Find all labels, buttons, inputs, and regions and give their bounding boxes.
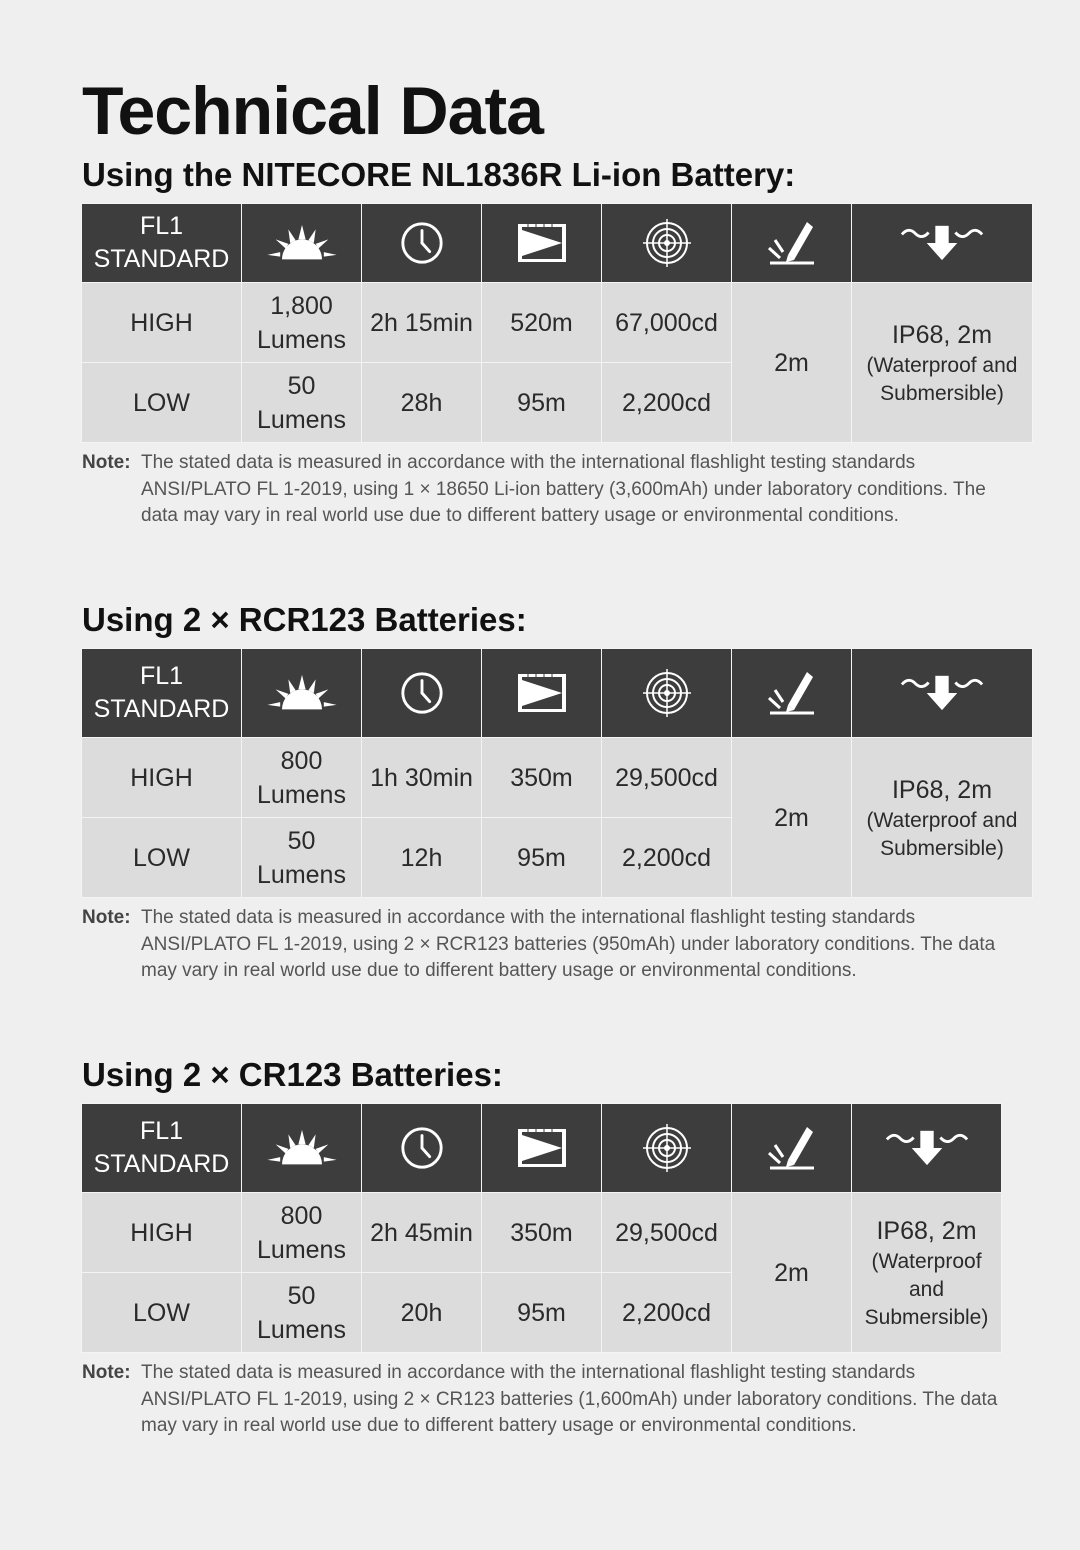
- fl1-label: FL1: [139, 212, 184, 240]
- clock-icon: [399, 1125, 445, 1171]
- lumens-unit: Lumens: [257, 860, 346, 889]
- runtime-cell: 2h 45min: [362, 1193, 482, 1273]
- note-text: The stated data is measured in accordance with the international flashlight testing standards ANSI/PLATO FL 1-2019, using 2 × CR123 batteries (1,600mAh) under laboratory conditions. The data may vary in real world use due to different battery usage or environmental conditions.: [141, 1362, 998, 1436]
- distance-column-header: [482, 204, 602, 283]
- sun-rays-icon: [265, 673, 339, 713]
- lumens-value: 1,800: [270, 291, 333, 320]
- lumens-value: 50: [287, 1281, 316, 1310]
- beam-distance-icon: [516, 671, 568, 715]
- impact-cell: 2m: [732, 1193, 852, 1353]
- runtime-column-header: [362, 1104, 482, 1193]
- intensity-column-header: [602, 1104, 732, 1193]
- runtime-cell: 28h: [362, 363, 482, 443]
- impact-cell: 2m: [732, 738, 852, 898]
- brightness-column-header: [242, 204, 362, 283]
- intensity-cell: 2,200cd: [602, 1273, 732, 1353]
- intensity-column-header: [602, 204, 732, 283]
- lumens-unit: Lumens: [257, 780, 346, 809]
- mode-cell: HIGH: [82, 738, 242, 818]
- impact-column-header: [732, 649, 852, 738]
- lumens-unit: Lumens: [257, 1315, 346, 1344]
- impact-cell: 2m: [732, 283, 852, 443]
- spec-table: [81, 1103, 1002, 1353]
- table-header-row: [82, 649, 1033, 738]
- waterproof-icon: [899, 222, 985, 264]
- table-row: [82, 738, 1033, 818]
- mode-column-header: [82, 1104, 242, 1193]
- note: [82, 905, 1002, 985]
- lumens-unit: Lumens: [257, 325, 346, 354]
- runtime-cell: 12h: [362, 818, 482, 898]
- intensity-cell: 67,000cd: [602, 283, 732, 363]
- lumens-value: 50: [287, 371, 316, 400]
- runtime-column-header: [362, 204, 482, 283]
- fl1-label: FL1: [139, 1117, 184, 1145]
- waterproof-cell: [852, 1193, 1002, 1353]
- distance-column-header: [482, 649, 602, 738]
- lumens-cell: [242, 1273, 362, 1353]
- standard-label: STANDARD: [93, 245, 230, 273]
- spec-table: [81, 203, 1033, 443]
- target-intensity-icon: [642, 218, 692, 268]
- note-label: Note:: [82, 907, 131, 928]
- standard-label: STANDARD: [93, 695, 230, 723]
- clock-icon: [399, 670, 445, 716]
- impact-resistance-icon: [767, 670, 817, 716]
- mode-cell: LOW: [82, 363, 242, 443]
- waterproof-cell: [852, 283, 1033, 443]
- ip-rating: IP68, 2m: [891, 320, 993, 349]
- runtime-column-header: [362, 649, 482, 738]
- runtime-cell: 20h: [362, 1273, 482, 1353]
- distance-cell: 520m: [482, 283, 602, 363]
- waterproof-column-header: [852, 1104, 1002, 1193]
- lumens-unit: Lumens: [257, 405, 346, 434]
- lumens-value: 50: [287, 826, 316, 855]
- clock-icon: [399, 220, 445, 266]
- lumens-cell: [242, 283, 362, 363]
- section-title: Using 2 × CR123 Batteries:: [82, 1056, 503, 1093]
- distance-cell: 95m: [482, 1273, 602, 1353]
- note-label: Note:: [82, 452, 131, 473]
- fl1-label: FL1: [139, 662, 184, 690]
- table-header-row: [82, 1104, 1002, 1193]
- distance-cell: 350m: [482, 738, 602, 818]
- impact-column-header: [732, 1104, 852, 1193]
- table-header-row: [82, 204, 1033, 283]
- mode-column-header: [82, 204, 242, 283]
- lumens-cell: [242, 738, 362, 818]
- beam-distance-icon: [516, 221, 568, 265]
- intensity-column-header: [602, 649, 732, 738]
- waterproof-column-header: [852, 204, 1033, 283]
- ip-note: (Waterproof and Submersible): [864, 1249, 989, 1329]
- ip-note: (Waterproof and Submersible): [866, 808, 1018, 860]
- distance-cell: 95m: [482, 818, 602, 898]
- mode-cell: LOW: [82, 1273, 242, 1353]
- waterproof-icon: [884, 1127, 970, 1169]
- note: [82, 450, 1002, 530]
- note: [82, 1360, 1002, 1440]
- distance-cell: 95m: [482, 363, 602, 443]
- lumens-cell: [242, 363, 362, 443]
- page-title: Technical Data: [82, 73, 543, 149]
- sun-rays-icon: [265, 223, 339, 263]
- table-row: [82, 283, 1033, 363]
- ip-note: (Waterproof and Submersible): [866, 353, 1018, 405]
- distance-column-header: [482, 1104, 602, 1193]
- table-row: [82, 1193, 1002, 1273]
- standard-label: STANDARD: [93, 1150, 230, 1178]
- mode-cell: HIGH: [82, 1193, 242, 1273]
- impact-resistance-icon: [767, 1125, 817, 1171]
- waterproof-cell: [852, 738, 1033, 898]
- note-text: The stated data is measured in accordance with the international flashlight testing standards ANSI/PLATO FL 1-2019, using 1 × 18650 Li-ion battery (3,600mAh) under laboratory conditions. The data may vary in real world use due to different battery usage or environmental conditions.: [141, 452, 986, 526]
- target-intensity-icon: [642, 1123, 692, 1173]
- runtime-cell: 2h 15min: [362, 283, 482, 363]
- runtime-cell: 1h 30min: [362, 738, 482, 818]
- mode-cell: LOW: [82, 818, 242, 898]
- distance-cell: 350m: [482, 1193, 602, 1273]
- brightness-column-header: [242, 649, 362, 738]
- intensity-cell: 2,200cd: [602, 818, 732, 898]
- spec-table: [81, 648, 1033, 898]
- mode-column-header: [82, 649, 242, 738]
- mode-cell: HIGH: [82, 283, 242, 363]
- intensity-cell: 2,200cd: [602, 363, 732, 443]
- section-title: Using the NITECORE NL1836R Li-ion Battery:: [82, 156, 796, 193]
- note-label: Note:: [82, 1362, 131, 1383]
- target-intensity-icon: [642, 668, 692, 718]
- ip-rating: IP68, 2m: [876, 1216, 977, 1245]
- impact-resistance-icon: [767, 220, 817, 266]
- waterproof-icon: [899, 672, 985, 714]
- lumens-unit: Lumens: [257, 1235, 346, 1264]
- lumens-cell: [242, 1193, 362, 1273]
- ip-rating: IP68, 2m: [891, 775, 993, 804]
- lumens-value: 800: [280, 746, 323, 775]
- beam-distance-icon: [516, 1126, 568, 1170]
- section-title: Using 2 × RCR123 Batteries:: [82, 601, 527, 638]
- intensity-cell: 29,500cd: [602, 738, 732, 818]
- waterproof-column-header: [852, 649, 1033, 738]
- lumens-value: 800: [280, 1201, 323, 1230]
- impact-column-header: [732, 204, 852, 283]
- lumens-cell: [242, 818, 362, 898]
- note-text: The stated data is measured in accordance with the international flashlight testing standards ANSI/PLATO FL 1-2019, using 2 × RCR123 batteries (950mAh) under laboratory conditions. The data may vary in real world use due to different battery usage or environmental conditions.: [141, 907, 996, 981]
- brightness-column-header: [242, 1104, 362, 1193]
- intensity-cell: 29,500cd: [602, 1193, 732, 1273]
- sun-rays-icon: [265, 1128, 339, 1168]
